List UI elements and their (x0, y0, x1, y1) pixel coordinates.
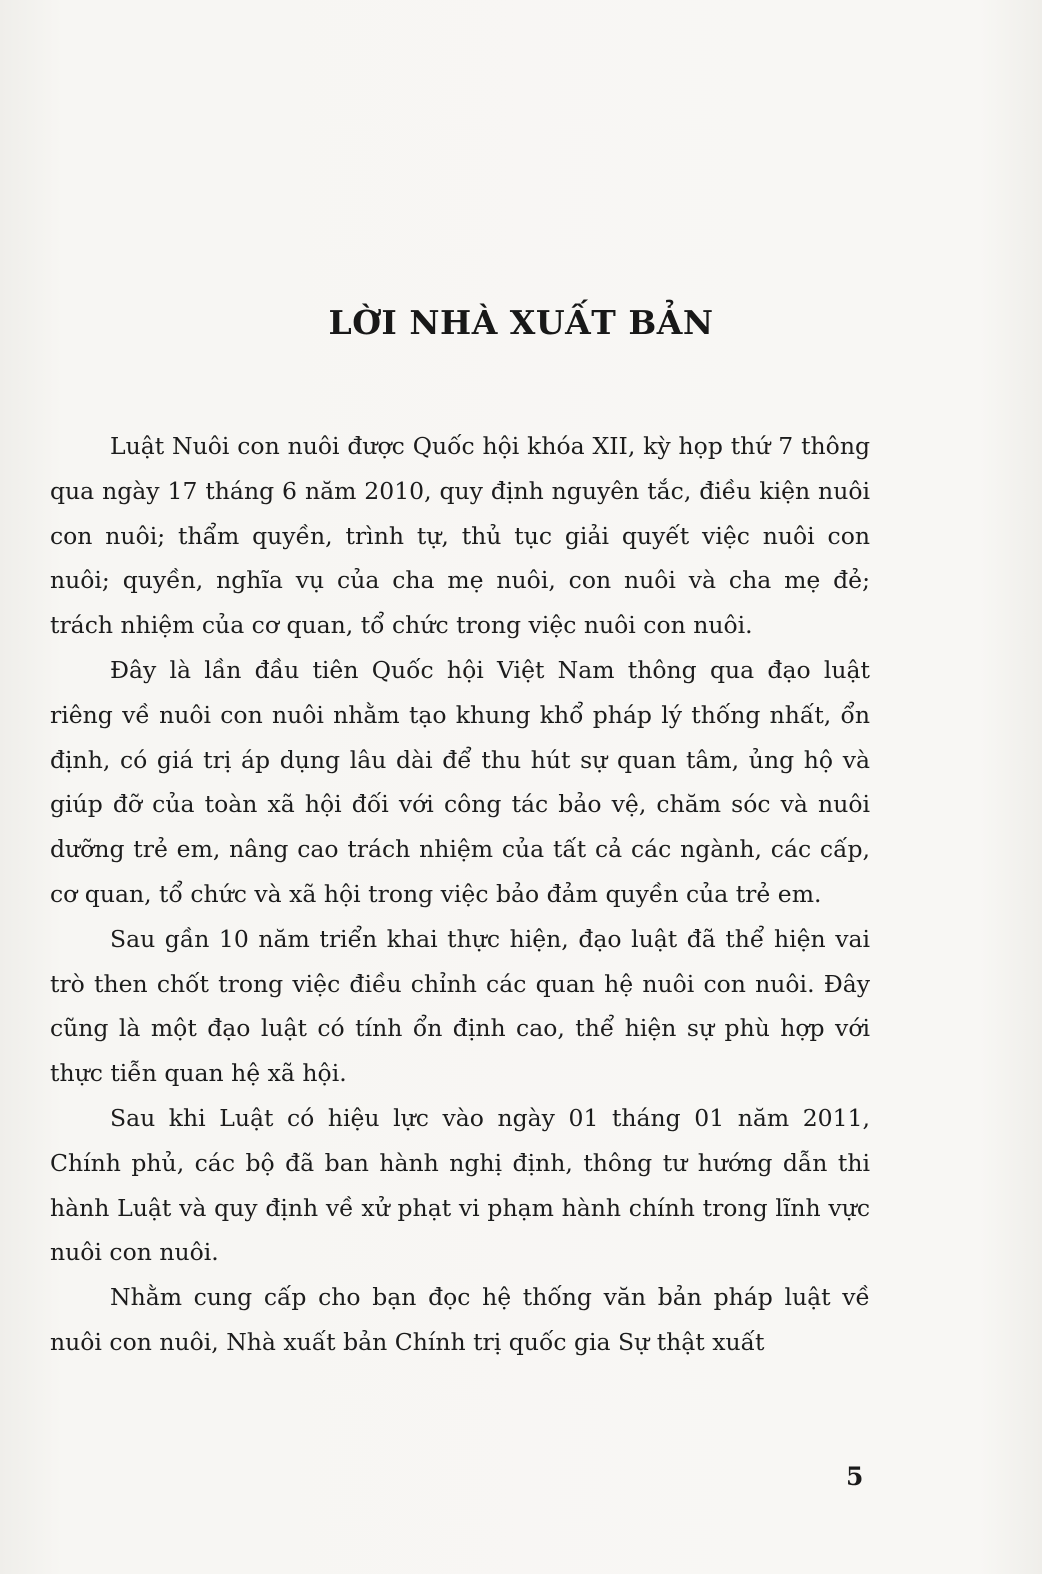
body-text (50, 424, 870, 1365)
page-number: 5 (846, 1462, 864, 1491)
paragraph: Nhằm cung cấp cho bạn đọc hệ thống văn bản pháp luật về nuôi con nuôi, Nhà xuất bản Chính trị quốc gia Sự thật xuất (50, 1283, 870, 1356)
page-title: LỜI NHÀ XUẤT BẢN (328, 303, 714, 342)
paragraph: Luật Nuôi con nuôi được Quốc hội khóa XII, kỳ họp thứ 7 thông qua ngày 17 tháng 6 năm 2010, quy định nguyên tắc, điều kiện nuôi con nuôi; thẩm quyền, trình tự, thủ tục giải quyết việc nuôi con nuôi; quyền, nghĩa vụ của cha mẹ nuôi, con nuôi và cha mẹ đẻ; trách nhiệm của cơ quan, tổ chức trong việc nuôi con nuôi. (50, 432, 870, 640)
paragraph: Sau khi Luật có hiệu lực vào ngày 01 tháng 01 năm 2011, Chính phủ, các bộ đã ban hành nghị định, thông tư hướng dẫn thi hành Luật và quy định về xử phạt vi phạm hành chính trong lĩnh vực nuôi con nuôi. (50, 1103, 870, 1267)
paragraph: Đây là lần đầu tiên Quốc hội Việt Nam thông qua đạo luật riêng về nuôi con nuôi nhằm tạo khung khổ pháp lý thống nhất, ổn định, có giá trị áp dụng lâu dài để thu hút sự quan tâm, ủng hộ và giúp đỡ của toàn xã hội đối với công tác bảo vệ, chăm sóc và nuôi dưỡng trẻ em, nâng cao trách nhiệm của tất cả các ngành, các cấp, cơ quan, tổ chức và xã hội trong việc bảo đảm quyền của trẻ em. (50, 655, 870, 908)
paragraph: Sau gần 10 năm triển khai thực hiện, đạo luật đã thể hiện vai trò then chốt trong việc điều chỉnh các quan hệ nuôi con nuôi. Đây cũng là một đạo luật có tính ổn định cao, thể hiện sự phù hợp với thực tiễn quan hệ xã hội. (50, 924, 870, 1088)
